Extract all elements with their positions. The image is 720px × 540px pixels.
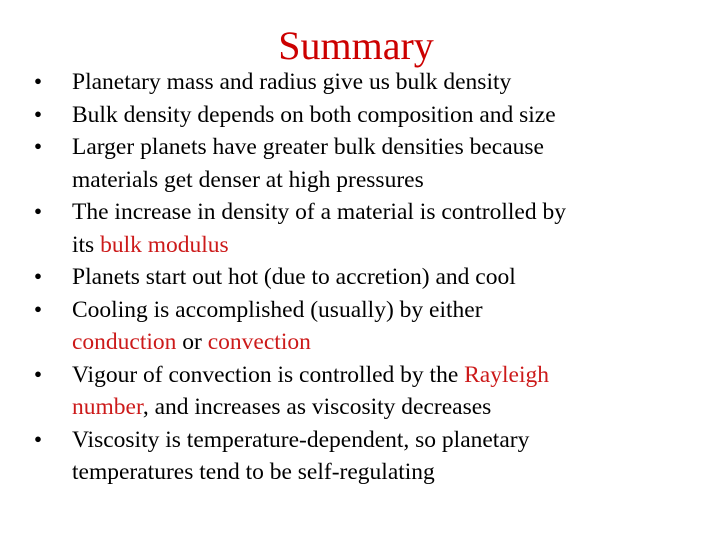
bullet-text: Planetary mass and radius give us bulk density — [72, 69, 512, 95]
bullet-text: The increase in density of a material is controlled by — [72, 199, 566, 225]
bullet-text-continued: its — [72, 231, 101, 258]
term-bulk-modulus: bulk modulus — [100, 231, 229, 258]
bullet-icon: • — [33, 296, 43, 323]
term-rayleigh: Rayleigh — [464, 361, 549, 388]
bullet-icon: • — [33, 134, 43, 160]
bullet-text-continued: temperatures tend to be self-regulating — [72, 459, 435, 485]
bullet-text: Bulk density depends on both composition and size — [72, 101, 556, 128]
bullet-item — [28, 261, 698, 294]
bullet-icon: • — [33, 426, 43, 453]
slide-title: Summary — [278, 23, 434, 68]
bullet-item — [28, 66, 698, 99]
bullet-item — [28, 131, 698, 196]
bullet-icon: • — [33, 101, 43, 128]
term-number: number — [72, 394, 143, 420]
bullet-list — [28, 66, 698, 489]
bullet-text-continued: , and increases as viscosity decreases — [142, 394, 492, 420]
bullet-item — [28, 294, 698, 359]
term-convection: convection — [207, 329, 311, 355]
bullet-item — [28, 196, 698, 261]
bullet-icon: • — [33, 69, 43, 95]
bullet-icon: • — [33, 199, 43, 225]
bullet-icon: • — [33, 264, 43, 290]
bullet-text-continued: materials get denser at high pressures — [72, 166, 424, 193]
bullet-text: Vigour of convection is controlled by the — [72, 361, 465, 388]
bullet-item — [28, 424, 698, 489]
bullet-item — [28, 99, 698, 132]
bullet-text: Larger planets have greater bulk densities because — [72, 134, 544, 160]
bullet-item — [28, 359, 698, 424]
bullet-text: Cooling is accomplished (usually) by either — [72, 296, 483, 323]
bullet-text: Viscosity is temperature-dependent, so planetary — [72, 426, 530, 453]
term-conduction: conduction — [72, 329, 177, 355]
bullet-text: Planets start out hot (due to accretion) and cool — [72, 264, 516, 290]
bullet-icon: • — [33, 361, 43, 388]
bullet-text-connector: or — [176, 329, 208, 355]
